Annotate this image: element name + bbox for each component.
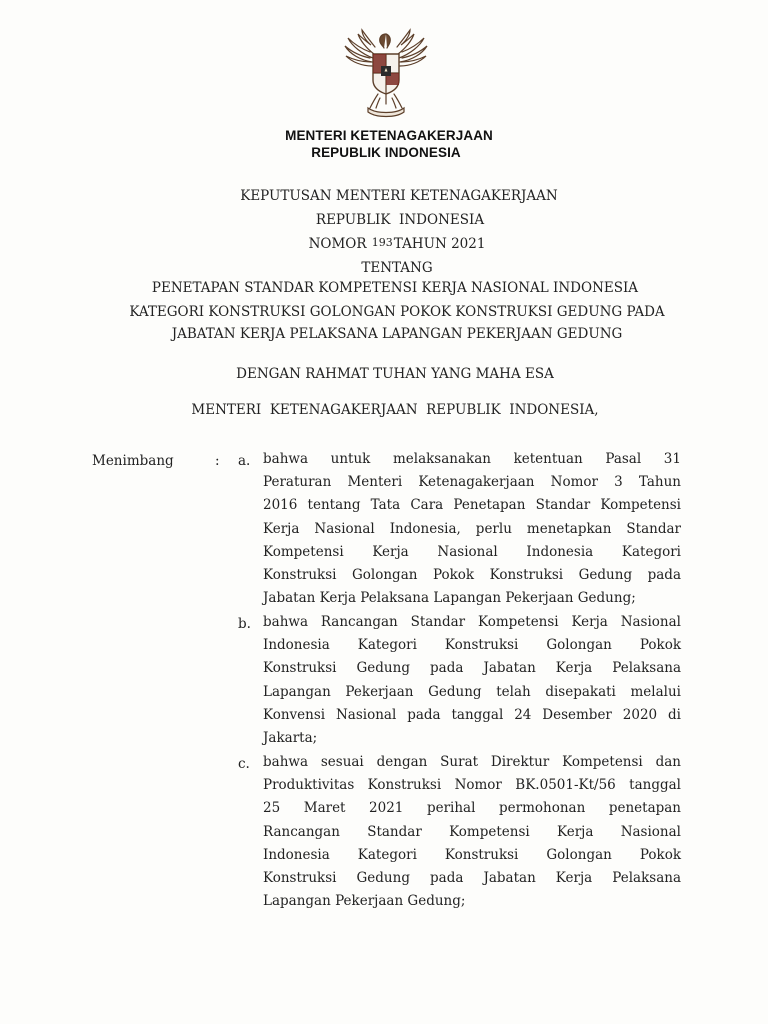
item-letter-c: c. bbox=[238, 756, 250, 772]
garuda-emblem-icon bbox=[340, 28, 432, 120]
item-line: Produktivitas Konstruksi Nomor BK.0501-Kt/56 tanggal bbox=[263, 777, 681, 794]
item-line: Konvensi Nasional pada tanggal 24 Desember 2020 di bbox=[263, 706, 681, 723]
item-line: Indonesia Kategori Konstruksi Golongan Pokok bbox=[263, 846, 681, 863]
item-line: Jabatan Kerja Pelaksana Lapangan Pekerjaan Gedung; bbox=[263, 590, 636, 607]
item-line: Indonesia Kategori Konstruksi Golongan Pokok bbox=[263, 637, 681, 654]
nomor-suffix: TAHUN 2021 bbox=[393, 236, 486, 252]
item-letter-a: a. bbox=[238, 453, 251, 469]
considering-item-a bbox=[263, 448, 681, 610]
item-line: Kerja Nasional Indonesia, perlu menetapkan Standar bbox=[263, 520, 681, 537]
item-line: Konstruksi Gedung pada Jabatan Kerja Pelaksana bbox=[263, 869, 681, 886]
item-line: Rancangan Standar Kompetensi Kerja Nasional bbox=[263, 823, 681, 840]
subject-line3: JABATAN KERJA PELAKSANA LAPANGAN PEKERJAAN GEDUNG bbox=[171, 326, 623, 342]
minister-line: MENTERI KETENAGAKERJAAN REPUBLIK INDONESIA, bbox=[191, 402, 599, 418]
nomor-prefix: NOMOR bbox=[308, 236, 367, 252]
decree-title-line2: REPUBLIK INDONESIA bbox=[315, 212, 485, 228]
item-line: Lapangan Pekerjaan Gedung telah disepakati melalui bbox=[263, 683, 681, 700]
item-letter-b: b. bbox=[238, 616, 251, 632]
ministry-title-line2: REPUBLIK INDONESIA bbox=[311, 145, 461, 160]
subject-line2: KATEGORI KONSTRUKSI GOLONGAN POKOK KONSTRUKSI GEDUNG PADA bbox=[129, 304, 665, 320]
decree-title-line1: KEPUTUSAN MENTERI KETENAGAKERJAAN bbox=[240, 188, 558, 204]
item-line: bahwa untuk melaksanakan ketentuan Pasal 31 bbox=[263, 451, 681, 467]
item-line: Peraturan Menteri Ketenagakerjaan Nomor 3 Tahun bbox=[263, 474, 681, 491]
item-line: Jakarta; bbox=[263, 729, 318, 746]
item-line: 2016 tentang Tata Cara Penetapan Standar Kompetensi bbox=[263, 497, 681, 514]
tentang-heading: TENTANG bbox=[361, 260, 433, 276]
item-line: Konstruksi Golongan Pokok Konstruksi Gedung pada bbox=[263, 566, 681, 583]
decree-number-line bbox=[13, 236, 768, 252]
item-line: Konstruksi Gedung pada Jabatan Kerja Pelaksana bbox=[263, 660, 681, 677]
item-line: Kompetensi Kerja Nasional Indonesia Kategori bbox=[263, 543, 681, 560]
menimbang-label: Menimbang bbox=[92, 453, 174, 469]
item-line: Lapangan Pekerjaan Gedung; bbox=[263, 893, 466, 910]
nomor-number: 193 bbox=[371, 236, 393, 249]
considering-item-c bbox=[263, 751, 681, 913]
subject-line1: PENETAPAN STANDAR KOMPETENSI KERJA NASIONAL INDONESIA bbox=[151, 280, 639, 296]
item-line: 25 Maret 2021 perihal permohonan penetapan bbox=[263, 800, 681, 817]
rahmat-line: DENGAN RAHMAT TUHAN YANG MAHA ESA bbox=[236, 366, 554, 382]
considering-item-b bbox=[263, 611, 681, 750]
menimbang-colon: : bbox=[215, 453, 220, 469]
ministry-title-line1: MENTERI KETENAGAKERJAAN bbox=[285, 128, 493, 143]
item-line: bahwa sesuai dengan Surat Direktur Kompetensi dan bbox=[263, 754, 681, 770]
item-line: bahwa Rancangan Standar Kompetensi Kerja Nasional bbox=[263, 614, 681, 630]
